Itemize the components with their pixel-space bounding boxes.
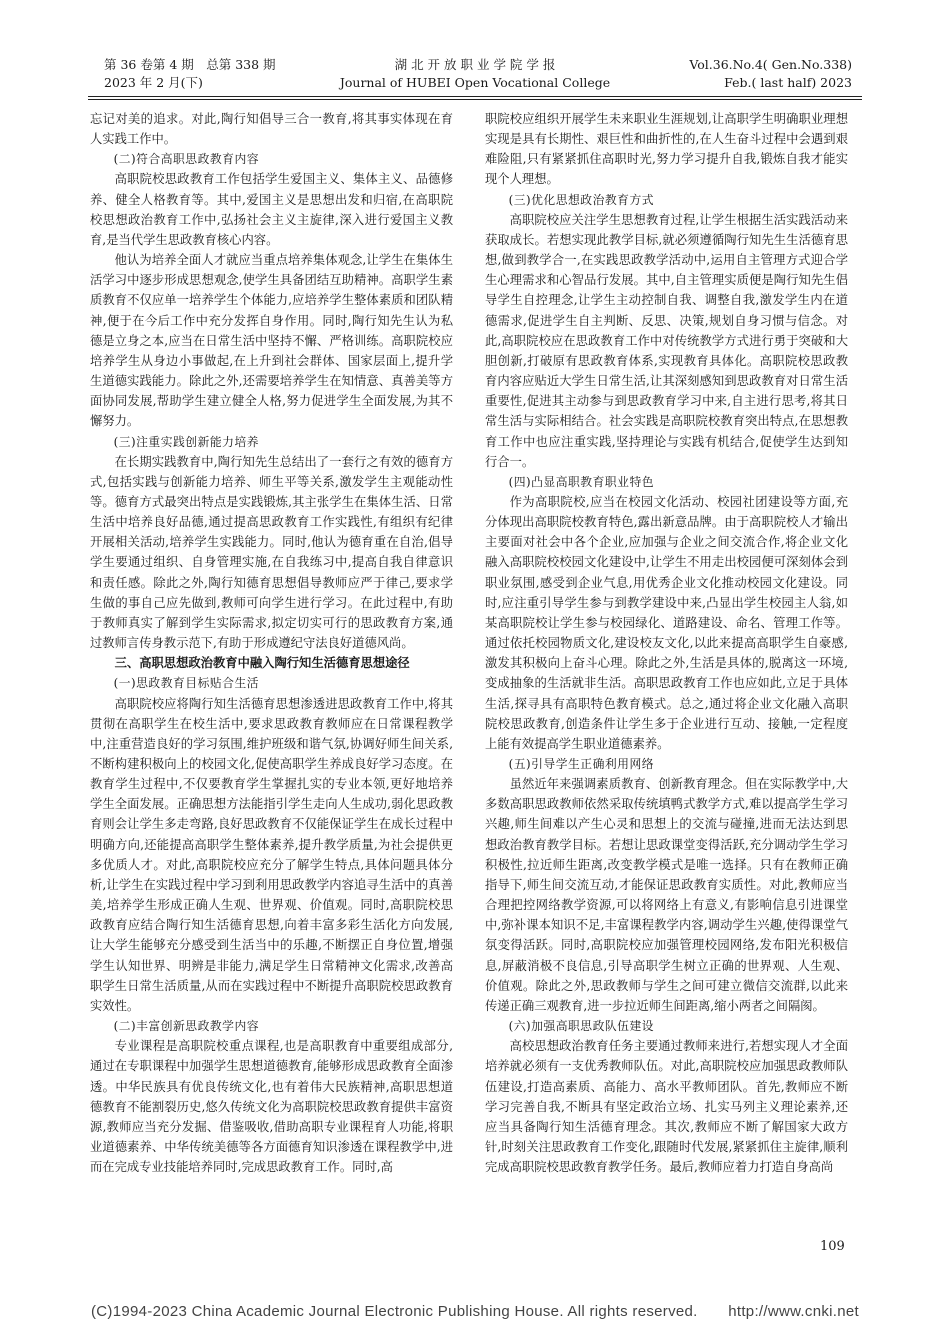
header-date: 2023 年 2 月(下) <box>104 75 203 90</box>
paragraph-continued: 忘记对美的追求。对此,陶行知倡导三合一教育,将其事实体现在育人实践工作中。 <box>90 112 453 147</box>
paragraph: 专业课程是高职院校重点课程,也是高职教育中重要组成部分,通过在专职课程中加强学生思想道德教育,能够形成思政教育全面渗透。中华民族具有优良传统文化,也有着伟大民族精神,高职思想道德教育不能割裂历史,悠久传统文化为高职院校思政教育提供丰富资源,教师应当充分发掘、借鉴吸收,借助高职专业课程育人功能,将职业道德素养、中华传统美德等各方面德育知识渗透在课程教学中,进而在完成专业技能培养同时,完成思政教育工作。同时,高 <box>90 1039 453 1175</box>
header-date-en: Feb.( last half) 2023 <box>724 75 852 90</box>
page-number: 109 <box>820 1239 845 1254</box>
section-heading: 三、高职思想政治教育中融入陶行知生活德育思想途径 <box>114 656 410 671</box>
paragraph: 虽然近年来强调素质教育、创新教育理念。但在实际教学中,大多数高职思政教师依然采取传统填鸭式教学方式,难以提高学生学习兴趣,师生间难以产生心灵和思想上的交流与碰撞,进而无法达到思想政治教育教学目标。若想让思政课堂变得活跃,充分调动学生学习积极性,拉近师生距离,改变教学模式是唯一选择。只有在教师正确指导下,师生间交流互动,才能保证思政教育实质性。对此,教师应当合理把控网络教学资源,可以将网络上有意义,有影响信息引进课堂中,弥补课本知识不足,丰富课程教学内容,调动学生兴趣,使得课堂气氛变得活跃。同时,高职院校应加强管理校园网络,发布阳光积极信息,屏蔽消极不良信息,引导高职学生树立正确的世界观、人生观、价值观。除此之外,思政教师与学生之间可建立微信交流群,以此来传递正确三观教育,进一步拉近师生间距离,缩小两者之间隔阂。 <box>485 777 848 1013</box>
journal-header <box>88 50 862 100</box>
journal-title-en: Journal of HUBEI Open Vocational College <box>339 75 611 90</box>
header-rule-top <box>88 96 862 97</box>
paragraph: 他认为培养全面人才就应当重点培养集体观念,让学生在集体生活学习中逐步形成思想观念,使学生具备团结互助精神。高职学生素质教育不仅应单一培养学生个体能力,应培养学生整体素质和团队精神,便于在今后工作中充分发挥自身作用。同时,陶行知先生认为私德是立身之本,应当在日常生活中坚持不懈、严格训练。高职院校应培养学生从身边小事做起,在上升到社会群体、国家层面上,提升学生道德实践能力。除此之外,还需要培养学生在知情意、真善美等方面协同发展,帮助学生建立健全人格,努力促进学生全面发展,为其不懈努力。 <box>90 253 453 429</box>
paragraph: 高校思想政治教育任务主要通过教师来进行,若想实现人才全面培养就必须有一支优秀教师队伍。对此,高职院校应加强思政教师队伍建设,打造高素质、高能力、高水平教师团队。首先,教师应不断学习完善自我,不断具有坚定政治立场、扎实马列主义理论素养,还应当具备陶行知生活德育理念。其次,教师应不断了解国家大政方针,时刻关注思政教育工作变化,跟随时代发展,紧紧抓住主旋律,顺利完成高职院校思政教育教学任务。最后,教师应着力打造自身高尚 <box>485 1039 848 1175</box>
copyright-footer: (C)1994-2023 China Academic Journal Electronic Publishing House. All rights reserved. http://www.cnki.net <box>91 1303 859 1320</box>
subsection-heading: (四)凸显高职教育职业特色 <box>508 474 655 489</box>
paragraph: 高职院校思政教育工作包括学生爱国主义、集体主义、品德修养、健全人格教育等。其中,爱国主义是思想出发和归宿,在高职院校思想政治教育工作中,弘扬社会主义主旋律,深入进行爱国主义教育,是当代学生思政教育核心内容。 <box>90 172 453 247</box>
header-volume: 第 36 卷第 4 期 总第 338 期 <box>104 57 276 72</box>
subsection-heading: (二)符合高职思政教育内容 <box>113 152 260 167</box>
header-rule-bottom <box>88 99 862 100</box>
subsection-heading: (二)丰富创新思政教学内容 <box>113 1019 260 1034</box>
journal-title-cn: 湖 北 开 放 职 业 学 院 学 报 <box>394 57 556 72</box>
subsection-heading: (一)思政教育目标贴合生活 <box>113 676 260 691</box>
paragraph: 高职院校应关注学生思想教育过程,让学生根据生活实践活动来获取成长。若想实现此教学目标,就必须遵循陶行知先生生活德育思想,做到教学合一,在实践思政教学活动中,运用自主管理方式迎合学生心理需求和心智品行发展。其中,自主管理实质便是陶行知先生倡导学生自控理念,让学生主动控制自我、调整自我,激发学生内在道德需求,促进学生自主判断、反思、决策,规划自身习惯与信念。对此,高职院校应在思政教育工作中对传统教学方式进行勇于突破和大胆创新,打破原有思政教育体系,实现教育具体化。高职院校思政教育内容应贴近大学生日常生活,让其深刻感知到思政教育对日常生活重要性,促进其主动参与到思政教育学习中来,自主进行思考,将其日常生活与实际相结合。社会实践是高职院校教育突出特点,在思想教育工作中也应注重实践,坚持理论与实践有机结合,促使学生达到知行合一。 <box>485 212 848 469</box>
paragraph: 作为高职院校,应当在校园文化活动、校园社团建设等方面,充分体现出高职院校教育特色,露出新意品牌。由于高职院校人才输出主要面对社会中各个企业,应加强与企业之间交流合作,将企业文化融入高职院校校园文化建设中,让学生不用走出校园便可深刻体会到职业氛围,感受到企业气息,用优秀企业文化推动校园文化建设。同时,应注重引导学生参与到教学建设中来,凸显出学生校园主人翁,如某高职院校让学生参与校园绿化、道路建设、命名、管理工作等。通过依托校园物质文化,建设校友文化,以此来提高高职学生自豪感,激发其积极向上奋斗心理。除此之外,生活是具体的,脱离这一环境,变成抽象的生活就非生活。高职思政教育工作也应如此,立足于具体生活,探寻具有高职特色教育模式。总之,通过将企业文化融入高职院校思政教育,创造条件让学生多于企业进行互动、接触,一定程度上能有效提高学生职业道德素养。 <box>485 494 848 751</box>
subsection-heading: (五)引导学生正确利用网络 <box>508 757 655 771</box>
left-column <box>90 109 453 1177</box>
subsection-heading: (三)优化思想政治教育方式 <box>508 192 655 207</box>
paragraph-continued: 职院校应组织开展学生未来职业生涯规划,让高职学生明确职业理想实现是具有长期性、艰巨性和曲折性的,在人生奋斗过程中会遇到艰难险阻,只有紧紧抓住高职时光,努力学习提升自我,锻炼自我才能实现个人理想。 <box>485 112 848 187</box>
subsection-heading: (三)注重实践创新能力培养 <box>113 434 260 449</box>
paragraph: 在长期实践教育中,陶行知先生总结出了一套行之有效的德育方式,包括实践与创新能力培养、师生平等关系,激发学生主观能动性等。德育方式最突出特点是实践锻炼,其主张学生在集体生活、日常生活中培养良好品德,通过提高思政教育工作实践性,有组织有纪律开展相关活动,培养学生实践能力。同时,他认为德育重在自治,倡导学生要通过组织、自身管理实施,在自我练习中,提高自我自律意识和责任感。除此之外,陶行知德育思想倡导教师应严于律己,要求学生做的事自己应先做到,教师可向学生进行学习。在此过程中,有助于教师真实了解到学生实际需求,拟定切实可行的思政教育方案,通过教师言传身教示范下,有助于形成遵纪守法良好道德风尚。 <box>90 454 453 651</box>
header-volume-en: Vol.36.No.4( Gen.No.338) <box>689 57 852 72</box>
header-issue-info-en <box>689 56 852 92</box>
subsection-heading: (六)加强高职思政队伍建设 <box>508 1019 655 1034</box>
right-column <box>485 109 848 1177</box>
paragraph: 高职院校应将陶行知生活德育思想渗透进思政教育工作中,将其贯彻在高职学生在校生活中,要求思政教育教师应在日常课程教学中,注重营造良好的学习氛围,维护班级和谐气氛,协调好师生间关系,不断构建积极向上的校园文化,促使高职学生养成良好学习态度。在教育学生过程中,不仅要教育学生掌握扎实的专业本领,更好地培养学生全面发展。正确思想方法能指引学生走向人生成功,弱化思政教育则会让学生多走弯路,良好思政教育不仅能保证学生在成长过程中明确方向,还能提高高职学生整体素养,提升教学质量,为社会提供更多优质人才。对此,高职院校应充分了解学生特点,具体问题具体分析,让学生在实践过程中学习到利用思政教学内容追寻生活中的真善美,培养学生形成正确人生观、世界观、价值观。同时,高职院校思政教育应结合陶行知生活德育思想,向着丰富多彩生活化方向发展,让大学生能够充分感受到生活当中的乐趣,不断摆正自身位置,增强学生认知世界、明辨是非能力,满足学生日常精神文化需求,改善高职学生日常生活质量,从而在实践过程中不断提升高职院校思政教育实效性。 <box>90 696 453 1013</box>
